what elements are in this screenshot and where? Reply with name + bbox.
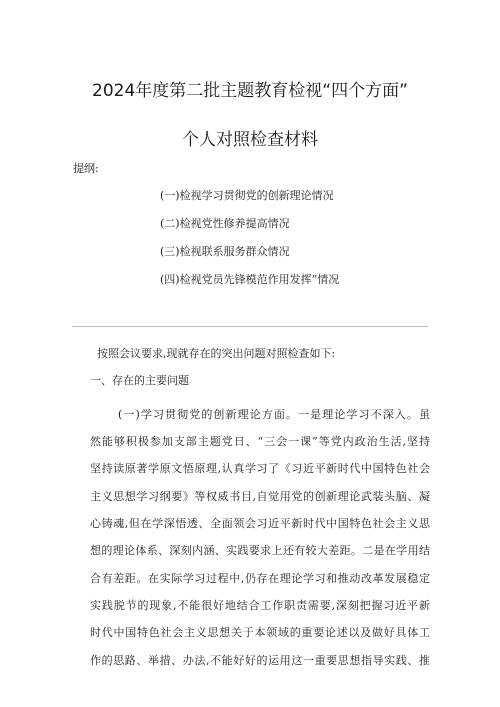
intro-paragraph: 按照会议要求,现就存在的突出问题对照检查如下:: [97, 347, 336, 360]
body-line: 心铸魂,但在学深悟透、全面领会习近平新时代中国特色社会主义思: [90, 517, 430, 530]
body-line: 时代中国特色社会主义思想关于本领域的重要论述以及做好具体工: [90, 626, 430, 639]
outline-item-4: (四)检视党员先锋模范作用发挥”情况: [160, 273, 340, 286]
body-line: 想的理论体系、深刻内涵、实践要求上还有较大差距。二是在学用结: [90, 544, 430, 557]
section-heading: 一、存在的主要问题: [90, 374, 189, 387]
body-line: 实践脱节的现象,不能很好地结合工作职责需要,深刻把握习近平新: [90, 599, 430, 612]
document-title-line1: 2024年度第二批主题教育检视“四个方面”: [92, 81, 408, 101]
body-line: (一)学习贯彻党的创新理论方面。一是理论学习不深入。虽: [118, 408, 430, 421]
body-line: 主义思想学习纲要》等权威书目,自觉用党的创新理论武装头脑、凝: [90, 490, 430, 503]
outline-item-3: (三)检视联系服务群众情况: [160, 245, 290, 258]
outline-label: 提纲:: [73, 162, 99, 175]
outline-item-2: (二)检视党性修养提高情况: [160, 217, 290, 230]
body-line: 坚持读原著学原文悟原理,认真学习了《习近平新时代中国特色社会: [90, 462, 430, 475]
section-divider: [72, 326, 428, 327]
body-line: 作的思路、举措、办法,不能好好的运用这一重要思想指导实践、推: [90, 654, 430, 667]
body-line: 合有差距。在实际学习过程中,仍存在理论学习和推动改革发展稳定: [90, 572, 430, 585]
body-line: 然能够积极参加支部主题党日、“三会一课”等党内政治生活,坚持: [90, 435, 430, 448]
document-title-line2: 个人对照检查材料: [182, 130, 318, 150]
outline-item-1: (一)检视学习贯彻党的创新理论情况: [160, 189, 334, 202]
